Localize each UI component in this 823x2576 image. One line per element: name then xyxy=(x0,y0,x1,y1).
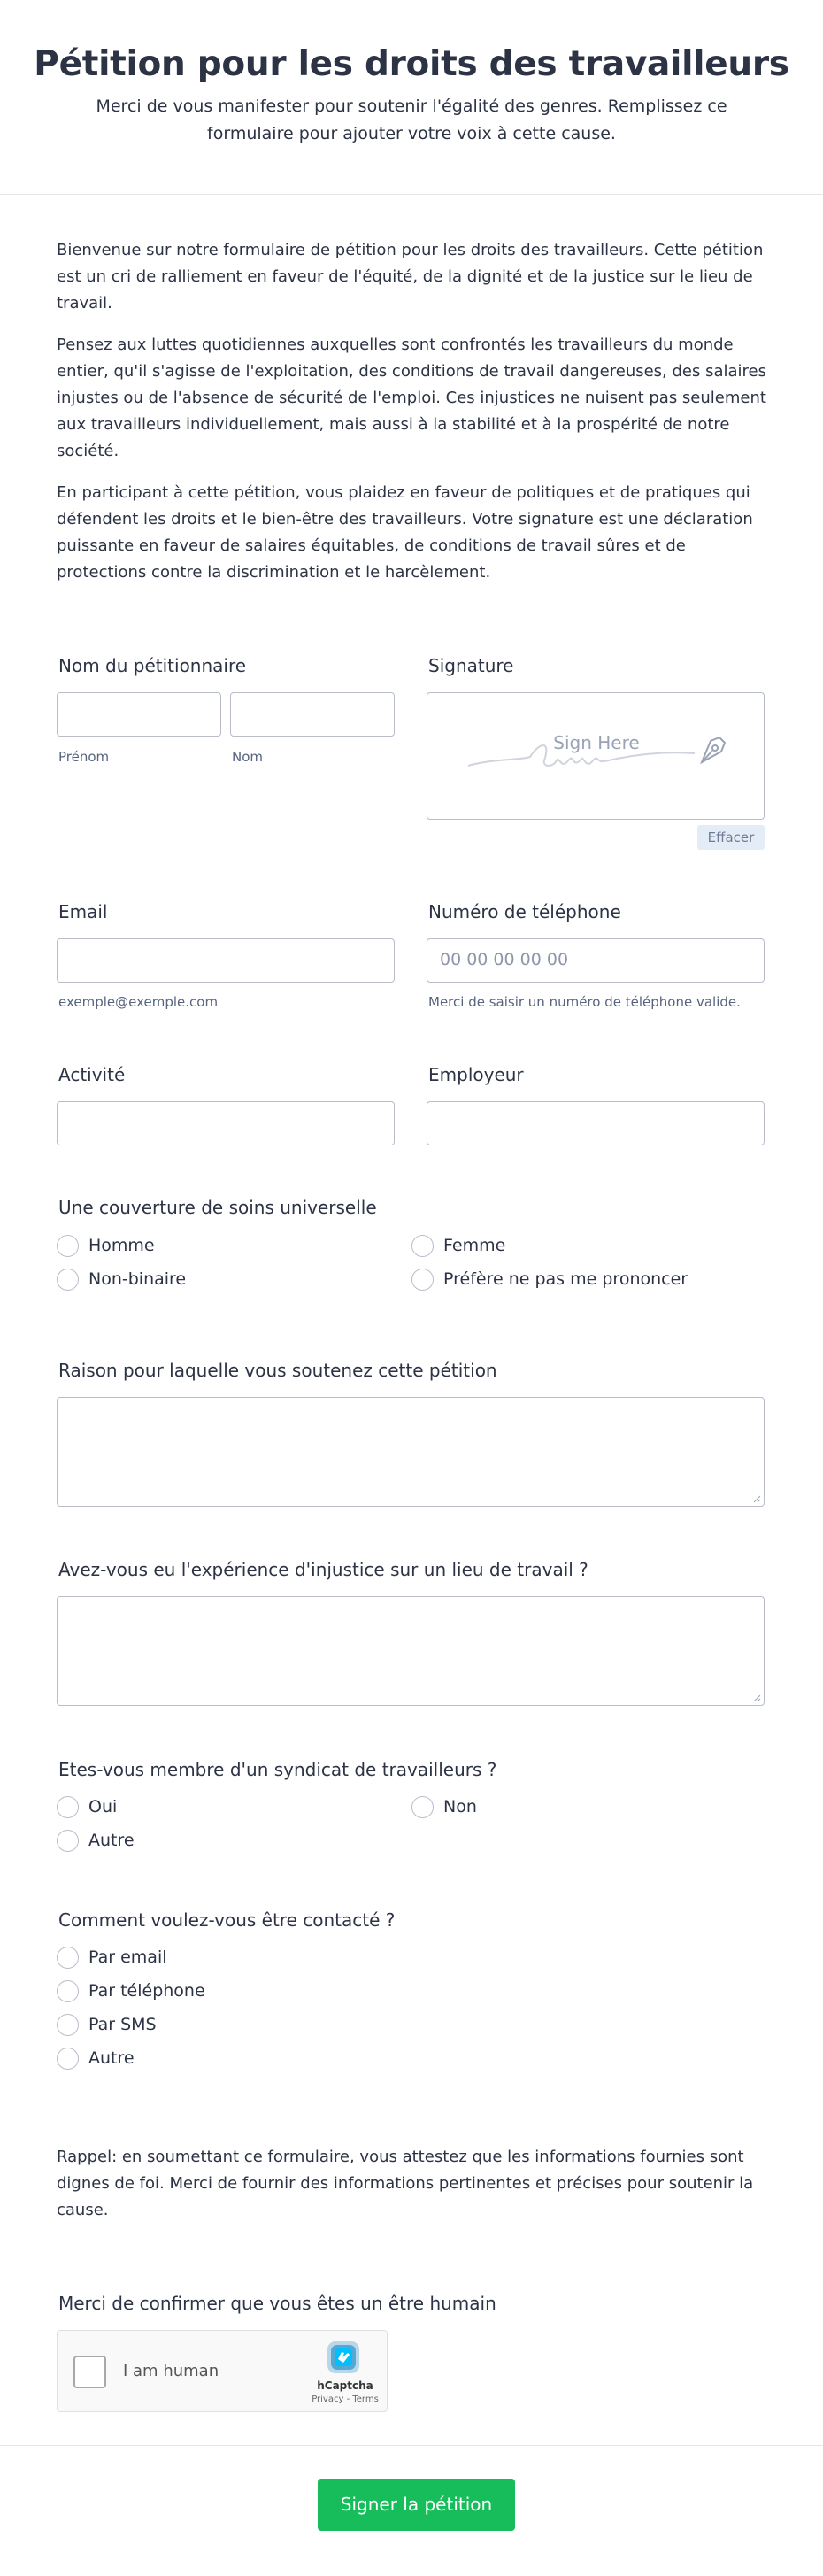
captcha-checkbox-label: I am human xyxy=(123,2362,219,2380)
submit-button[interactable]: Signer la pétition xyxy=(318,2479,515,2531)
radio-circle[interactable] xyxy=(412,1235,434,1257)
radio-circle[interactable] xyxy=(57,1235,79,1257)
signature-pad[interactable] xyxy=(427,692,765,820)
radio-label: Par téléphone xyxy=(88,1981,205,2001)
footer-divider xyxy=(0,2445,823,2446)
captcha-checkbox[interactable] xyxy=(73,2356,106,2388)
radio-label: Autre xyxy=(88,1831,135,1850)
radio-label: Par SMS xyxy=(88,2015,157,2034)
phone-input[interactable] xyxy=(427,938,765,983)
radio-label: Non xyxy=(443,1797,477,1816)
name-label: Nom du pétitionnaire xyxy=(58,655,247,676)
phone-label: Numéro de téléphone xyxy=(428,901,621,922)
resize-grip-icon[interactable] xyxy=(752,1494,761,1503)
activity-label: Activité xyxy=(58,1064,126,1085)
hcaptcha-logo-icon xyxy=(326,2340,361,2375)
resize-grip-icon[interactable] xyxy=(752,1693,761,1702)
reason-textarea[interactable] xyxy=(57,1397,765,1507)
email-sublabel: exemple@exemple.com xyxy=(58,994,219,1010)
radio-circle[interactable] xyxy=(57,1947,79,1969)
phone-sublabel: Merci de saisir un numéro de téléphone valide. xyxy=(428,994,741,1010)
radio-circle[interactable] xyxy=(412,1269,434,1291)
captcha-terms-link[interactable]: Privacy - Terms xyxy=(312,2395,379,2404)
injustice-textarea[interactable] xyxy=(57,1596,765,1706)
signature-placeholder: Sign Here xyxy=(553,732,640,753)
radio-circle[interactable] xyxy=(57,1980,79,2002)
page-title: Pétition pour les droits des travailleurs xyxy=(34,44,789,84)
intro-paragraph-1: Bienvenue sur notre formulaire de pétition pour les droits des travailleurs. Cette pétition est un cri de ralliement en faveur de l'équité, de la dignité et de la justice sur le lieu de travail. xyxy=(57,241,764,312)
reminder-text: Rappel: en soumettant ce formulaire, vous attestez que les informations fournies sont dignes de foi. Merci de fournir des informations pertinentes et précises pour soutenir la cause. xyxy=(57,2148,754,2219)
injustice-label: Avez-vous eu l'expérience d'injustice sur un lieu de travail ? xyxy=(58,1559,588,1580)
radio-label: Préfère ne pas me prononcer xyxy=(443,1269,688,1289)
radio-circle[interactable] xyxy=(57,1830,79,1852)
radio-circle[interactable] xyxy=(57,1269,79,1291)
page-subtitle: Merci de vous manifester pour soutenir l'égalité des genres. Remplissez ce formulaire pour ajouter votre voix à cette cause. xyxy=(96,96,727,143)
hcaptcha-widget xyxy=(57,2330,388,2412)
radio-circle[interactable] xyxy=(57,2048,79,2070)
radio-label: Femme xyxy=(443,1236,506,1255)
form-header xyxy=(0,0,823,195)
last-name-input[interactable] xyxy=(230,692,395,737)
email-input[interactable] xyxy=(57,938,395,983)
radio-circle[interactable] xyxy=(57,2014,79,2036)
radio-label: Non-binaire xyxy=(88,1269,187,1289)
contact-label: Comment voulez-vous être contacté ? xyxy=(58,1909,396,1931)
radio-circle[interactable] xyxy=(57,1796,79,1818)
intro-paragraph-3: En participant à cette pétition, vous plaidez en faveur de politiques et de pratiques qui défendent les droits et le bien-être des travailleurs. Votre signature est une déclaration puissante en faveur de salaires équitables, de conditions de travail sûres et de protections contre la discrimination et le harcèlement. xyxy=(57,483,753,582)
signature-scribble-icon xyxy=(466,734,732,778)
last-name-sublabel: Nom xyxy=(232,749,264,765)
employer-input[interactable] xyxy=(427,1101,765,1145)
reason-label: Raison pour laquelle vous soutenez cette pétition xyxy=(58,1360,497,1381)
radio-label: Autre xyxy=(88,2048,135,2068)
radio-circle[interactable] xyxy=(412,1796,434,1818)
union-label: Etes-vous membre d'un syndicat de travailleurs ? xyxy=(58,1759,497,1780)
first-name-sublabel: Prénom xyxy=(58,749,110,765)
healthcare-label: Une couverture de soins universelle xyxy=(58,1197,377,1218)
first-name-input[interactable] xyxy=(57,692,221,737)
phone-placeholder: 00 00 00 00 00 xyxy=(440,950,569,969)
activity-input[interactable] xyxy=(57,1101,395,1145)
captcha-label: Merci de confirmer que vous êtes un être humain xyxy=(58,2293,496,2314)
clear-signature-button[interactable]: Effacer xyxy=(697,825,765,850)
radio-label: Oui xyxy=(88,1797,118,1816)
intro-paragraph-2: Pensez aux luttes quotidiennes auxquelles sont confrontés les travailleurs du monde entier, qu'il s'agisse de l'exploitation, des conditions de travail dangereuses, des salaires injustes ou de l'absence de sécurité de l'emploi. Ces injustices ne nuisent pas seulement aux travailleurs individuellement, mais aussi à la stabilité et à la prospérité de notre société. xyxy=(57,335,766,460)
radio-label: Par email xyxy=(88,1947,167,1967)
employer-label: Employeur xyxy=(428,1064,524,1085)
email-label: Email xyxy=(58,901,108,922)
captcha-brand: hCaptcha xyxy=(317,2379,373,2392)
signature-label: Signature xyxy=(428,655,514,676)
radio-label: Homme xyxy=(88,1236,155,1255)
